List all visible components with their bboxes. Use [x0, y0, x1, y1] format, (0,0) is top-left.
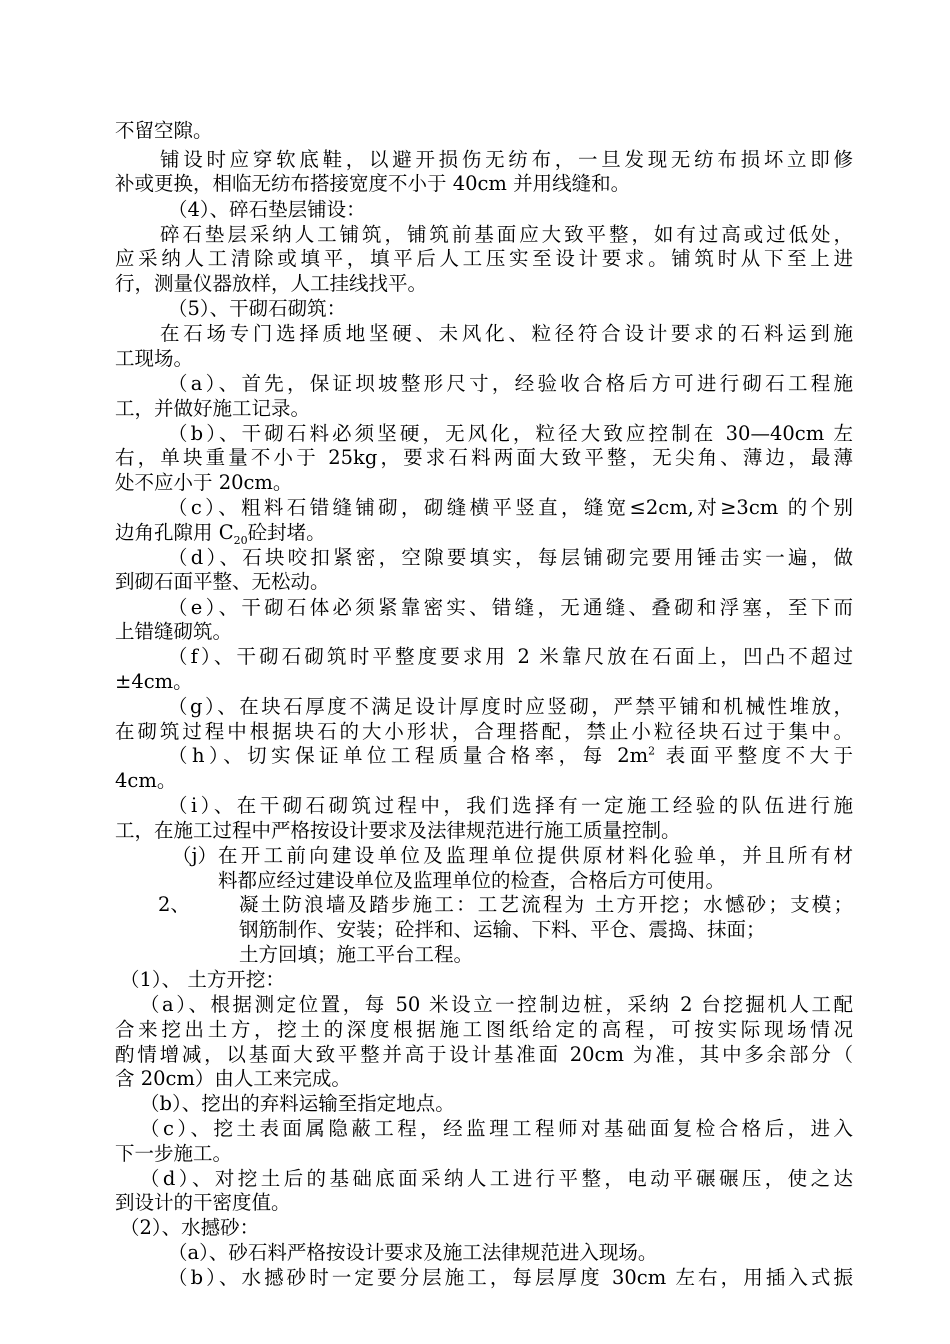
text-line — [115, 520, 855, 546]
text-line: 右，单块重量不小于 25kg，要求石料两面大致平整，无尖角、薄边，最薄 — [115, 446, 853, 469]
text-line: （b）、水撼砂时一定要分层施工，每层厚度 30cm 左右，用插入式振 — [168, 1266, 853, 1289]
text-line: 下一步施工。 — [115, 1142, 233, 1165]
text-line: （g）、在块石厚度不满足设计厚度时应竖砌，严禁平铺和机械性堆放， — [168, 695, 853, 718]
text-line: 上错缝砌筑。 — [115, 620, 233, 643]
text-line: 工，并做好施工记录。 — [115, 397, 311, 420]
text-line: （d）、石块咬扣紧密，空隙要填实，每层铺砌完要用锤击实一遍，做 — [168, 546, 853, 569]
subscript: 20 — [233, 533, 248, 547]
text-line — [168, 743, 853, 769]
list-marker: （j） — [172, 844, 218, 867]
text-segment: 砼封堵。 — [247, 521, 326, 544]
text-line: 工，在施工过程中严格按设计要求及法律规范进行施工质量控制。 — [115, 819, 681, 842]
text-line: 土方回填；施工平台工程。 — [239, 943, 474, 966]
text-line: 在石场专门选择质地坚硬、未风化、粒径符合设计要求的石料运到施 — [160, 322, 853, 345]
text-line: 酌情增减，以基面大致平整并高于设计基准面 20cm 为准，其中多余部分（ — [115, 1043, 853, 1066]
text-line: 到砌石面平整、无松动。 — [115, 570, 330, 593]
section-heading: （1）、 土方开挖： — [120, 968, 285, 991]
text-line: 补或更换，相临无纺布搭接宽度不小于 40cm 并用线缝和。 — [115, 172, 631, 195]
list-marker: 2、 — [158, 893, 190, 916]
superscript: 2 — [648, 744, 656, 758]
text-line: 不留空隙。 — [115, 119, 213, 142]
text-line: 碎石垫层采纳人工铺筑，铺筑前基面应大致平整，如有过高或过低处， — [160, 223, 853, 246]
text-line: 处不应小于 20cm。 — [115, 471, 293, 494]
text-segment: 边角孔隙用 C — [115, 521, 234, 544]
text-line: （d）、对挖土后的基础底面采纳人工进行平整，电动平碾碾压，使之达 — [140, 1167, 853, 1190]
text-line: （c）、挖土表面属隐蔽工程，经监理工程师对基础面复检合格后，进入 — [140, 1117, 853, 1140]
section-heading: （5）、干砌石砌筑： — [168, 297, 347, 320]
text-line: 到设计的干密度值。 — [115, 1191, 291, 1214]
text-line: 行，测量仪器放样，人工挂线找平。 — [115, 272, 428, 295]
text-line: 合来挖出土方，挖土的深度根据施工图纸给定的高程，可按实际现场情况 — [115, 1018, 853, 1041]
text-line: （b）、挖出的弃料运输至指定地点。 — [140, 1092, 455, 1115]
text-line: （b）、干砌石料必须坚硬，无风化，粒径大致应控制在 30—40cm 左 — [168, 422, 853, 445]
text-line: 工现场。 — [115, 347, 194, 370]
text-line: （a）、砂石料严格按设计要求及施工法律规范进入现场。 — [168, 1241, 658, 1264]
text-line: 凝土防浪墙及踏步施工：工艺流程为 土方开挖；水憾砂；支模； — [239, 893, 853, 916]
text-line: （f）、干砌石砌筑时平整度要求用 2 米靠尺放在石面上，凹凸不超过 — [168, 645, 853, 668]
section-heading: （2）、水撼砂： — [120, 1216, 260, 1239]
text-line: 4cm。 — [115, 769, 177, 792]
text-line: ±4cm。 — [115, 670, 193, 693]
text-line: 铺设时应穿软底鞋，以避开损伤无纺布，一旦发现无纺布损坏立即修 — [160, 148, 853, 171]
text-line: （a）、根据测定位置，每 50 米设立一控制边桩，采纳 2 台挖掘机人工配 — [140, 993, 853, 1016]
text-segment: （h）、切实保证单位工程质量合格率，每 2m — [168, 744, 649, 767]
text-line: 含 20cm）由人工来完成。 — [115, 1067, 351, 1090]
section-heading: （4）、碎石垫层铺设： — [168, 198, 366, 221]
text-line: （i）、在干砌石砌筑过程中，我们选择有一定施工经验的队伍进行施 — [168, 794, 853, 817]
text-line: 料都应经过建设单位及监理单位的检查，合格后方可使用。 — [218, 869, 726, 892]
text-line: 在开工前向建设单位及监理单位提供原材料化验单，并且所有材 — [218, 844, 853, 867]
text-line: （e）、干砌石体必须紧靠密实、错缝，无通缝、叠砌和浮塞，至下而 — [168, 596, 853, 619]
text-segment: 表面平整度不大于 — [655, 744, 854, 767]
text-line: （a）、首先，保证坝坡整形尺寸，经验收合格后方可进行砌石工程施 — [168, 372, 853, 395]
text-line: 应采纳人工清除或填平，填平后人工压实至设计要求。铺筑时从下至上进 — [115, 247, 853, 270]
text-line: 在砌筑过程中根据块石的大小形状，合理搭配，禁止小粒径块石过于集中。 — [115, 720, 853, 743]
text-line: 钢筋制作、安装；砼拌和、运输、下料、平仓、震捣、抹面； — [239, 918, 766, 941]
text-line: （c）、粗料石错缝铺砌，砌缝横平竖直，缝宽≤2cm,对≥3cm 的个别 — [168, 496, 853, 519]
